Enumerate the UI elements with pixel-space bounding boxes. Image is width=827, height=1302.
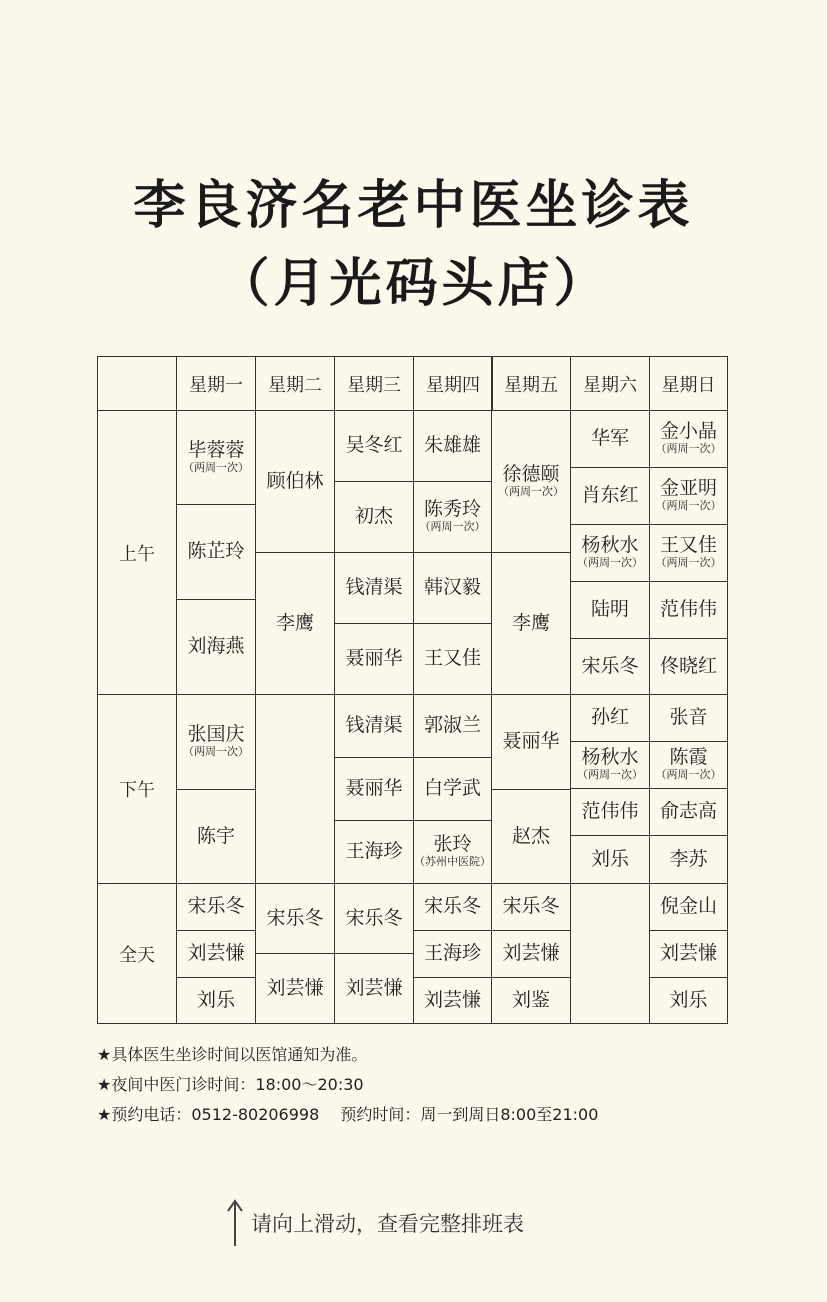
header-sunday bbox=[649, 356, 728, 411]
doctor-name: 华军 bbox=[590, 427, 629, 450]
doctor-name: 杨秋水 bbox=[581, 746, 639, 769]
note-schedule-notice: ★具体医生坐诊时间以医馆通知为准。 bbox=[97, 1045, 368, 1064]
doctor-name: 范伟伟 bbox=[581, 800, 639, 823]
doctor-note: （两周一次） bbox=[577, 768, 643, 782]
header-monday bbox=[176, 356, 256, 411]
doctor-note: （两周一次） bbox=[498, 484, 564, 498]
doctor-name: 宋乐冬 bbox=[581, 654, 639, 677]
doctor-cell bbox=[649, 930, 728, 978]
doctor-note: （两周一次） bbox=[419, 520, 486, 534]
doctor-name: 李鹰 bbox=[511, 611, 550, 634]
doctor-name: 金小晶 bbox=[659, 420, 717, 443]
doctor-cell bbox=[176, 504, 256, 600]
doctor-cell bbox=[334, 820, 414, 884]
header-wednesday bbox=[334, 356, 414, 411]
day-label: 星期二 bbox=[268, 374, 322, 396]
doctor-cell bbox=[334, 757, 414, 821]
doctor-cell bbox=[255, 883, 335, 954]
doctor-cell bbox=[649, 467, 728, 525]
empty-cell bbox=[570, 883, 650, 1024]
empty-cell bbox=[255, 694, 335, 884]
schedule-table bbox=[97, 356, 728, 1024]
period-label: 全天 bbox=[119, 944, 155, 966]
doctor-cell bbox=[570, 410, 650, 468]
doctor-name: 宋乐冬 bbox=[423, 895, 481, 918]
doctor-cell bbox=[491, 930, 571, 978]
doctor-name: 杨秋水 bbox=[581, 534, 639, 557]
doctor-name: 刘乐 bbox=[196, 988, 235, 1011]
doctor-name: 钱清渠 bbox=[345, 576, 403, 599]
doctor-name: 聂丽华 bbox=[345, 647, 403, 670]
doctor-note: （两周一次） bbox=[577, 556, 643, 570]
scroll-hint-text: 请向上滑动，查看完整排班表 bbox=[251, 1212, 524, 1236]
doctor-cell bbox=[413, 930, 492, 978]
day-label: 星期一 bbox=[189, 374, 243, 396]
doctor-cell bbox=[491, 694, 571, 790]
doctor-note: （两周一次） bbox=[183, 745, 249, 759]
doctor-cell bbox=[413, 410, 492, 482]
doctor-cell bbox=[649, 977, 728, 1024]
doctor-cell bbox=[491, 883, 571, 931]
arrow-up-icon bbox=[225, 1198, 245, 1248]
doctor-cell bbox=[334, 694, 414, 758]
day-label: 星期日 bbox=[661, 374, 716, 396]
doctor-name: 徐德颐 bbox=[502, 462, 560, 485]
doctor-cell bbox=[649, 788, 728, 836]
doctor-name: 张音 bbox=[669, 706, 708, 729]
doctor-name: 陈芷玲 bbox=[187, 540, 245, 563]
doctor-name: 吴冬红 bbox=[345, 434, 403, 457]
doctor-cell bbox=[649, 694, 728, 742]
doctor-name: 刘芸慊 bbox=[187, 942, 245, 965]
doctor-cell bbox=[176, 977, 256, 1024]
doctor-name: 刘芸慊 bbox=[345, 976, 403, 999]
doctor-name: 宋乐冬 bbox=[187, 895, 245, 918]
doctor-name: 刘芸慊 bbox=[266, 976, 324, 999]
day-label: 星期四 bbox=[426, 374, 480, 396]
doctor-cell bbox=[334, 953, 414, 1024]
doctor-name: 陈宇 bbox=[196, 824, 235, 847]
doctor-name: 陆明 bbox=[590, 598, 629, 621]
doctor-cell bbox=[649, 835, 728, 884]
doctor-name: 刘鉴 bbox=[511, 988, 550, 1011]
day-label: 星期五 bbox=[504, 374, 558, 396]
doctor-note: （苏州中医院） bbox=[414, 855, 491, 869]
doctor-name: 初杰 bbox=[354, 505, 393, 528]
doctor-cell bbox=[176, 599, 256, 695]
doctor-name: 肖东红 bbox=[581, 484, 639, 507]
doctor-cell bbox=[649, 741, 728, 789]
page-title: 李良济名老中医坐诊表 bbox=[133, 175, 694, 236]
doctor-name: 佟晓红 bbox=[659, 654, 717, 677]
doctor-cell bbox=[176, 930, 256, 978]
doctor-note: （两周一次） bbox=[655, 442, 722, 456]
doctor-note: （两周一次） bbox=[655, 556, 722, 570]
doctor-name: 刘芸慊 bbox=[502, 942, 560, 965]
header-thursday bbox=[413, 356, 493, 411]
footnotes bbox=[97, 1042, 797, 1132]
doctor-name: 王海珍 bbox=[423, 942, 481, 965]
doctor-name: 王又佳 bbox=[423, 647, 481, 670]
doctor-cell bbox=[413, 883, 492, 931]
doctor-cell bbox=[649, 410, 728, 468]
doctor-name: 宋乐冬 bbox=[266, 906, 324, 929]
doctor-cell bbox=[176, 883, 256, 931]
note-night-clinic: ★夜间中医门诊时间：18:00～20:30 bbox=[97, 1075, 364, 1094]
doctor-cell bbox=[413, 757, 492, 821]
doctor-cell bbox=[176, 694, 256, 790]
doctor-cell bbox=[255, 953, 335, 1024]
doctor-cell bbox=[491, 789, 571, 884]
doctor-name: 王又佳 bbox=[659, 534, 717, 557]
doctor-cell bbox=[413, 481, 492, 553]
doctor-cell bbox=[334, 552, 414, 624]
scroll-hint[interactable] bbox=[225, 1198, 625, 1248]
doctor-name: 李鹰 bbox=[275, 611, 314, 634]
doctor-name: 陈秀玲 bbox=[423, 498, 481, 521]
doctor-cell bbox=[570, 835, 650, 884]
period-label: 下午 bbox=[119, 780, 155, 801]
doctor-cell bbox=[570, 741, 650, 789]
doctor-name: 王海珍 bbox=[345, 840, 403, 863]
period-allday bbox=[97, 883, 177, 1024]
day-label: 星期六 bbox=[583, 374, 637, 396]
doctor-name: 钱清渠 bbox=[345, 714, 403, 737]
doctor-name: 刘乐 bbox=[590, 847, 629, 870]
header-corner-cell bbox=[97, 356, 177, 411]
doctor-name: 陈霞 bbox=[669, 746, 708, 769]
doctor-name: 范伟伟 bbox=[659, 598, 717, 621]
doctor-name: 刘芸慊 bbox=[659, 942, 717, 965]
doctor-name: 毕蓉蓉 bbox=[187, 438, 245, 461]
doctor-name: 顾伯林 bbox=[266, 469, 324, 492]
doctor-cell bbox=[570, 788, 650, 836]
doctor-name: 刘海燕 bbox=[187, 635, 245, 658]
doctor-cell bbox=[176, 789, 256, 884]
note-appointment: ★预约电话：0512-80206998 预约时间：周一到周日8:00至21:00 bbox=[97, 1105, 599, 1124]
doctor-cell bbox=[413, 623, 492, 695]
doctor-cell bbox=[255, 552, 335, 695]
doctor-cell bbox=[570, 467, 650, 525]
doctor-cell bbox=[334, 623, 414, 695]
doctor-name: 倪金山 bbox=[659, 895, 717, 918]
doctor-cell bbox=[491, 977, 571, 1024]
doctor-cell bbox=[491, 552, 571, 695]
doctor-name: 俞志高 bbox=[659, 800, 717, 823]
doctor-name: 金亚明 bbox=[659, 477, 717, 500]
doctor-name: 孙红 bbox=[590, 706, 629, 729]
doctor-cell bbox=[334, 481, 414, 553]
doctor-note: （两周一次） bbox=[183, 460, 249, 474]
doctor-cell bbox=[334, 883, 414, 954]
period-label: 上午 bbox=[119, 543, 155, 565]
doctor-name: 朱雄雄 bbox=[423, 434, 481, 457]
doctor-name: 张玲 bbox=[433, 833, 472, 856]
doctor-cell bbox=[649, 883, 728, 931]
doctor-cell bbox=[491, 410, 571, 553]
doctor-cell bbox=[570, 694, 650, 742]
doctor-cell bbox=[570, 524, 650, 582]
header-tuesday bbox=[255, 356, 335, 411]
page-subtitle: （月光码头店） bbox=[217, 253, 610, 314]
doctor-cell bbox=[413, 552, 492, 624]
doctor-cell bbox=[649, 638, 728, 695]
doctor-note: （两周一次） bbox=[655, 499, 722, 513]
period-morning bbox=[97, 410, 177, 695]
doctor-name: 白学武 bbox=[423, 777, 481, 800]
doctor-name: 刘乐 bbox=[669, 988, 708, 1011]
doctor-cell bbox=[649, 524, 728, 582]
doctor-cell bbox=[255, 410, 335, 553]
doctor-name: 宋乐冬 bbox=[345, 906, 403, 929]
doctor-name: 宋乐冬 bbox=[502, 895, 560, 918]
doctor-cell bbox=[176, 410, 256, 505]
doctor-name: 郭淑兰 bbox=[423, 714, 481, 737]
doctor-name: 李苏 bbox=[669, 847, 708, 870]
doctor-cell bbox=[413, 820, 492, 884]
doctor-name: 张国庆 bbox=[187, 723, 245, 746]
doctor-cell bbox=[570, 581, 650, 639]
doctor-name: 韩汉毅 bbox=[423, 576, 481, 599]
doctor-note: （两周一次） bbox=[655, 768, 722, 782]
doctor-cell bbox=[570, 638, 650, 695]
doctor-cell bbox=[334, 410, 414, 482]
header-saturday bbox=[570, 356, 650, 411]
day-label: 星期三 bbox=[347, 374, 401, 396]
doctor-cell bbox=[413, 977, 492, 1024]
period-afternoon bbox=[97, 694, 177, 884]
doctor-name: 聂丽华 bbox=[345, 777, 403, 800]
doctor-name: 刘芸慊 bbox=[423, 988, 481, 1011]
header-friday bbox=[491, 356, 571, 411]
doctor-cell bbox=[413, 694, 492, 758]
doctor-name: 聂丽华 bbox=[502, 730, 560, 753]
doctor-cell bbox=[649, 581, 728, 639]
doctor-name: 赵杰 bbox=[511, 824, 550, 847]
